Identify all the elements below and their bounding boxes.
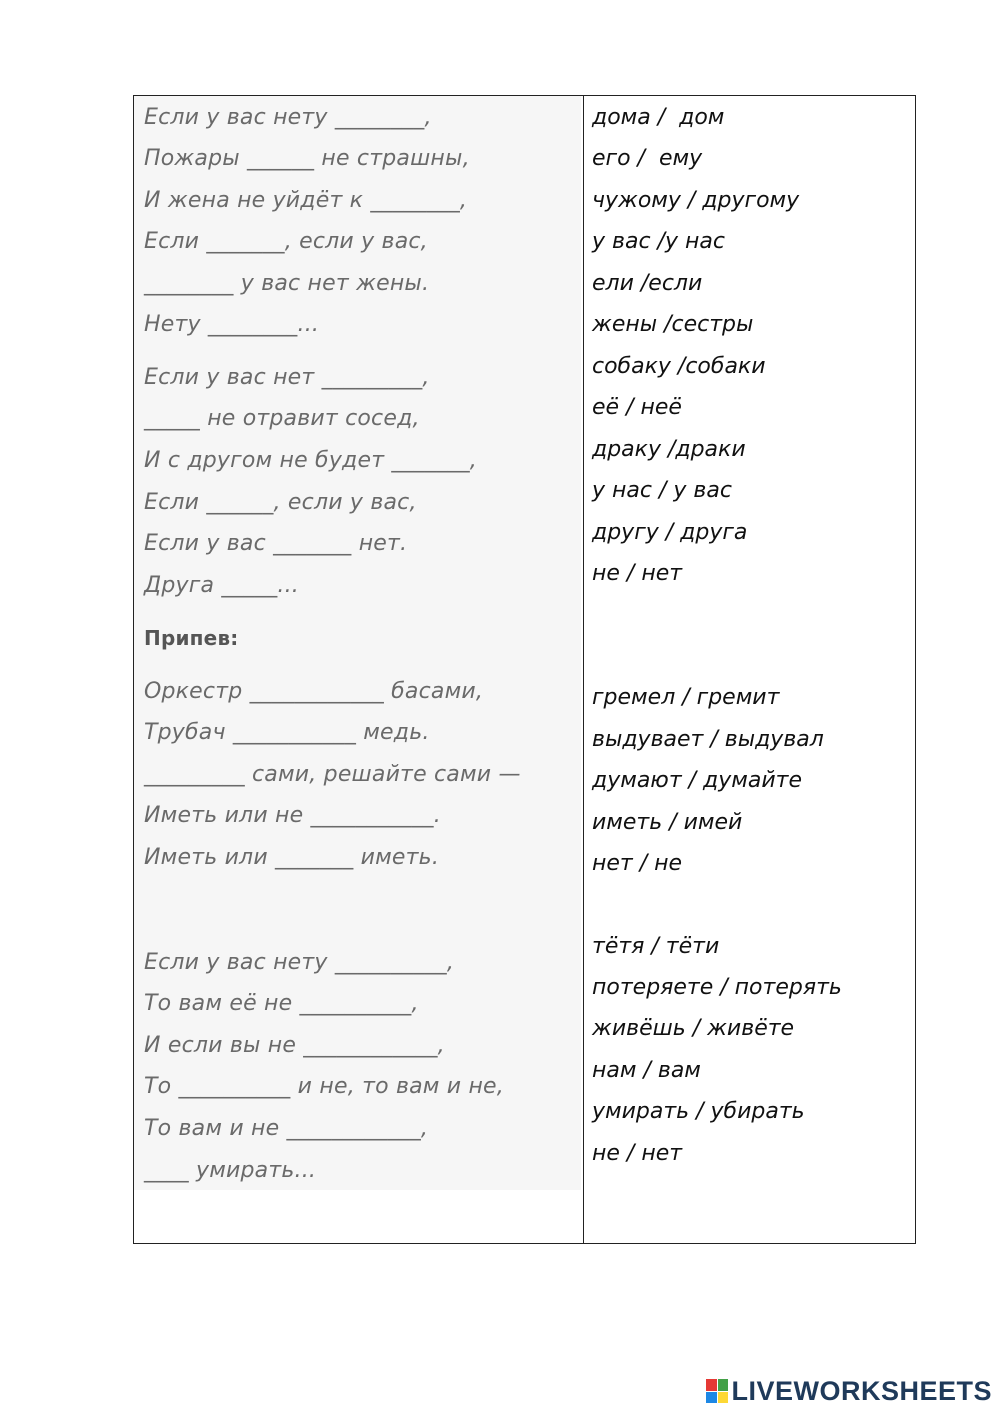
word-options: гремел / гремит [592, 685, 780, 710]
liveworksheets-logo [706, 1375, 992, 1407]
word-options: умирать / убирать [592, 1099, 805, 1124]
word-options: ели /если [592, 271, 703, 296]
word-options: жены /сестры [592, 312, 754, 337]
word-options: собаку /собаки [592, 354, 766, 379]
word-options: у нас / у вас [592, 478, 732, 503]
lyric-line: _________ сами, решайте сами — [144, 762, 521, 787]
lyric-line: Если у вас нету ________, [144, 105, 432, 130]
lyric-line: Трубач ___________ медь. [144, 720, 430, 745]
word-options: тётя / тёти [592, 934, 720, 959]
word-options: выдувает / выдувал [592, 727, 824, 752]
lyric-line: Если у вас _______ нет. [144, 531, 408, 556]
worksheet-table [133, 95, 916, 1244]
word-options: у вас /у нас [592, 229, 725, 254]
lyric-line: То __________ и не, то вам и не, [144, 1074, 504, 1099]
word-options: дома / дом [592, 105, 725, 130]
word-options: потеряете / потерять [592, 975, 842, 1000]
lyric-line: То вам и не ____________, [144, 1116, 429, 1141]
lyric-line: Оркестр ____________ басами, [144, 679, 484, 704]
lyric-line: И с другом не будет _______, [144, 448, 477, 473]
logo-text: LIVEWORKSHEETS [731, 1375, 992, 1406]
word-options: чужому / другому [592, 188, 800, 213]
lyric-line: Если _______, если у вас, [144, 229, 428, 254]
lyric-line: Друга _____... [144, 573, 299, 598]
lyric-line: ____ умирать... [144, 1158, 317, 1183]
lyrics-column [134, 96, 581, 1190]
lyric-line: Иметь или _______ иметь. [144, 845, 440, 870]
word-options: иметь / имей [592, 810, 743, 835]
lyric-line: Иметь или не ___________. [144, 803, 441, 828]
word-options: драку /драки [592, 437, 746, 462]
word-options: его / ему [592, 146, 703, 171]
lyric-line: И жена не уйдёт к ________, [144, 188, 468, 213]
chorus-heading: Припев: [144, 626, 239, 650]
lyric-line: Нету ________... [144, 312, 320, 337]
lyric-line: Если у вас нет _________, [144, 365, 430, 390]
word-options: нам / вам [592, 1058, 701, 1083]
word-options: другу / друга [592, 520, 748, 545]
lyric-line: _____ не отравит сосед, [144, 406, 420, 431]
lyric-line: То вам её не __________, [144, 991, 419, 1016]
lyric-line: И если вы не ____________, [144, 1033, 445, 1058]
options-column [584, 96, 916, 1243]
word-options: не / нет [592, 561, 683, 586]
word-options: её / неё [592, 395, 682, 420]
word-options: нет / не [592, 851, 683, 876]
word-options: думают / думайте [592, 768, 802, 793]
word-options: не / нет [592, 1141, 683, 1166]
lyric-line: Если ______, если у вас, [144, 490, 417, 515]
lyric-line: Пожары ______ не страшны, [144, 146, 470, 171]
word-options: живёшь / живёте [592, 1016, 795, 1041]
lyric-line: ________ у вас нет жены. [144, 271, 430, 296]
lyric-line: Если у вас нету __________, [144, 950, 455, 975]
logo-mark-icon [706, 1379, 728, 1403]
